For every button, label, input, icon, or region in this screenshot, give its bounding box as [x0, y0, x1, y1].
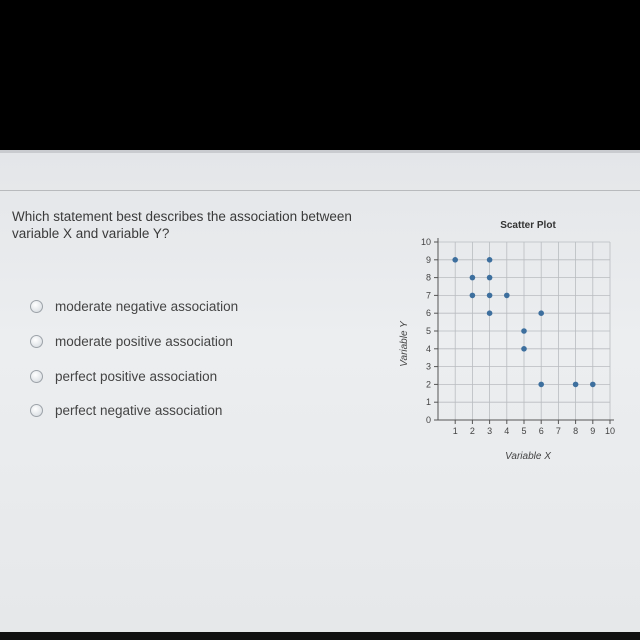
x-tick-label: 4: [504, 426, 510, 436]
radio-button[interactable]: [30, 370, 43, 383]
radio-button[interactable]: [30, 404, 43, 417]
top-rule: [0, 150, 640, 153]
x-axis-title: Variable X: [505, 451, 551, 462]
y-tick-label: 3: [425, 361, 431, 372]
x-tick-label: 5: [521, 426, 527, 436]
data-point: [521, 328, 527, 334]
y-tick-label: 6: [425, 308, 431, 319]
option-label: perfect negative association: [55, 402, 223, 418]
option-label: perfect positive association: [55, 368, 218, 384]
y-axis-title: Variable Y: [399, 321, 410, 367]
chart-axes: [438, 238, 614, 420]
x-tick-label: 2: [469, 426, 475, 436]
separator-line: [0, 190, 640, 191]
bottom-bar: [0, 632, 640, 640]
data-point: [470, 293, 476, 299]
x-tick-label: 9: [590, 426, 596, 436]
data-point: [590, 382, 596, 388]
data-point: [538, 310, 544, 316]
data-point: [573, 382, 579, 388]
radio-button[interactable]: [30, 300, 43, 313]
data-point: [487, 293, 493, 299]
y-tick-label: 8: [425, 272, 431, 283]
option-perfect-positive[interactable]: [30, 366, 217, 386]
x-tick-label: 10: [604, 426, 616, 436]
y-tick-label: 10: [420, 237, 431, 247]
x-tick-label: 1: [452, 426, 458, 436]
x-tick-label: 3: [487, 426, 493, 436]
data-point: [487, 275, 493, 281]
y-tick-label: 9: [425, 254, 431, 265]
data-point: [504, 293, 510, 299]
data-point: [521, 346, 527, 352]
quiz-screen: [0, 150, 640, 632]
y-tick-label: 0: [425, 415, 431, 425]
option-label: moderate positive association: [55, 333, 233, 349]
x-tick-label: 6: [538, 426, 544, 436]
y-tick-label: 2: [425, 379, 431, 390]
radio-button[interactable]: [30, 335, 43, 348]
question-text: Which statement best describes the association between variable X and variable Y?: [12, 209, 352, 241]
y-tick-label: 4: [425, 343, 431, 354]
x-tick-label: 7: [555, 426, 561, 436]
data-point: [487, 310, 493, 316]
option-moderate-positive[interactable]: [30, 331, 233, 351]
chart-ticks: [421, 237, 615, 436]
data-point: [452, 257, 458, 263]
y-tick-label: 5: [425, 326, 431, 336]
data-point: [470, 275, 476, 281]
scatter-plot: [390, 210, 630, 470]
y-tick-label: 1: [425, 397, 431, 408]
y-tick-label: 7: [425, 290, 431, 301]
option-moderate-negative[interactable]: [30, 296, 238, 316]
data-point: [538, 382, 544, 388]
x-tick-label: 8: [573, 426, 579, 436]
option-label: moderate negative association: [55, 298, 239, 314]
option-perfect-negative[interactable]: [30, 400, 222, 420]
chart-title: Scatter Plot: [500, 220, 556, 231]
data-point: [487, 257, 493, 263]
